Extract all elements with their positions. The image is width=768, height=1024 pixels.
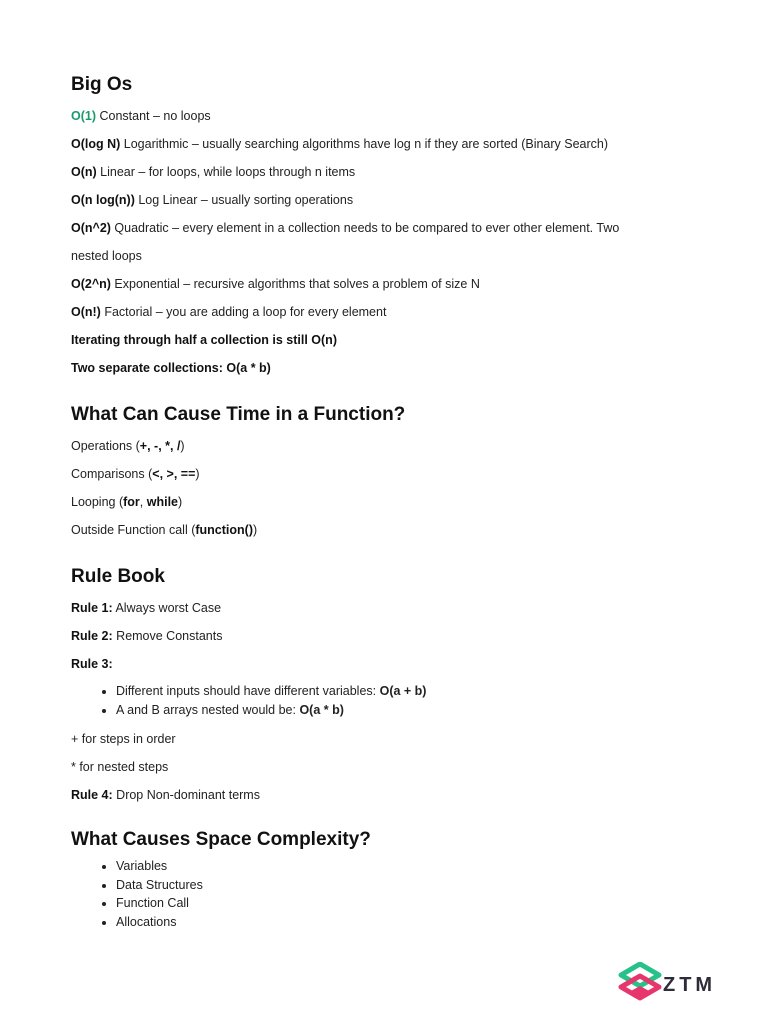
plus-note: + for steps in order [71, 732, 176, 746]
note-separate-collections: Two separate collections: O(a * b) [71, 361, 271, 375]
time-cause-function-call: Outside Function call (function()) [71, 523, 258, 537]
space-causes-list [71, 857, 711, 931]
bigo-term: O(1) [71, 109, 96, 123]
time-cause-operations: Operations (+, -, *, /) [71, 439, 185, 453]
ztm-logo [617, 962, 717, 1010]
bigo-constant-line [71, 102, 711, 130]
list-item: • Variables [116, 857, 711, 876]
bigo-term: O(2^n) [71, 277, 111, 291]
heading-space-complexity: What Causes Space Complexity? [71, 829, 371, 850]
list-item: • Different inputs should have different variables: O(a + b) [116, 682, 711, 701]
bigo-factorial-line [71, 298, 711, 326]
document-page [71, 72, 711, 937]
heading-rule-book: Rule Book [71, 566, 165, 587]
bigo-quadratic-line [71, 214, 711, 242]
bigo-loglinear-line [71, 186, 711, 214]
bigo-desc: Exponential – recursive algorithms that solves a problem of size N [110, 277, 480, 291]
bigo-desc: nested loops [71, 249, 142, 263]
bigo-desc: Constant – no loops [96, 109, 211, 123]
section-time-causes [71, 402, 711, 544]
time-cause-looping: Looping (for, while) [71, 495, 183, 509]
bigo-term: O(log N) [71, 137, 121, 151]
rule-2: Rule 2: Remove Constants [71, 629, 223, 643]
list-item: • Data Structures [116, 876, 711, 895]
bigo-term: O(n^2) [71, 221, 111, 235]
ztm-logo-text: ZTM [663, 974, 717, 996]
ztm-logo-icon [617, 962, 663, 1010]
rule-4: Rule 4: Drop Non-dominant terms [71, 788, 260, 802]
rule-3-list [71, 682, 711, 719]
bigo-desc: Logarithmic – usually searching algorithms have log n if they are sorted (Binary Search) [120, 137, 609, 151]
rule-1: Rule 1: Always worst Case [71, 601, 222, 615]
bigo-desc: Factorial – you are adding a loop for every element [100, 305, 387, 319]
note-half-collection: Iterating through half a collection is still O(n) [71, 333, 337, 347]
section-rule-book [71, 564, 711, 809]
bigo-desc: Quadratic – every element in a collection needs to be compared to ever other element. Two [110, 221, 620, 235]
bigo-exponential-line [71, 270, 711, 298]
section-big-os [71, 72, 711, 382]
bigo-term: O(n) [71, 165, 97, 179]
bigo-term: O(n!) [71, 305, 101, 319]
time-cause-comparisons: Comparisons (<, >, ==) [71, 467, 200, 481]
bigo-quadratic-continued [71, 242, 711, 270]
bigo-desc: Log Linear – usually sorting operations [134, 193, 354, 207]
rule-3: Rule 3: [71, 657, 113, 671]
list-item: • Allocations [116, 913, 711, 932]
section-space-complexity [71, 827, 711, 931]
list-item: • A and B arrays nested would be: O(a * b) [116, 701, 711, 720]
heading-big-os: Big Os [71, 74, 133, 95]
bigo-log-line [71, 130, 711, 158]
heading-time-causes: What Can Cause Time in a Function? [71, 404, 406, 425]
star-note: * for nested steps [71, 760, 169, 774]
list-item: • Function Call [116, 894, 711, 913]
bigo-desc: Linear – for loops, while loops through n items [96, 165, 356, 179]
bigo-term: O(n log(n)) [71, 193, 135, 207]
bigo-linear-line [71, 158, 711, 186]
